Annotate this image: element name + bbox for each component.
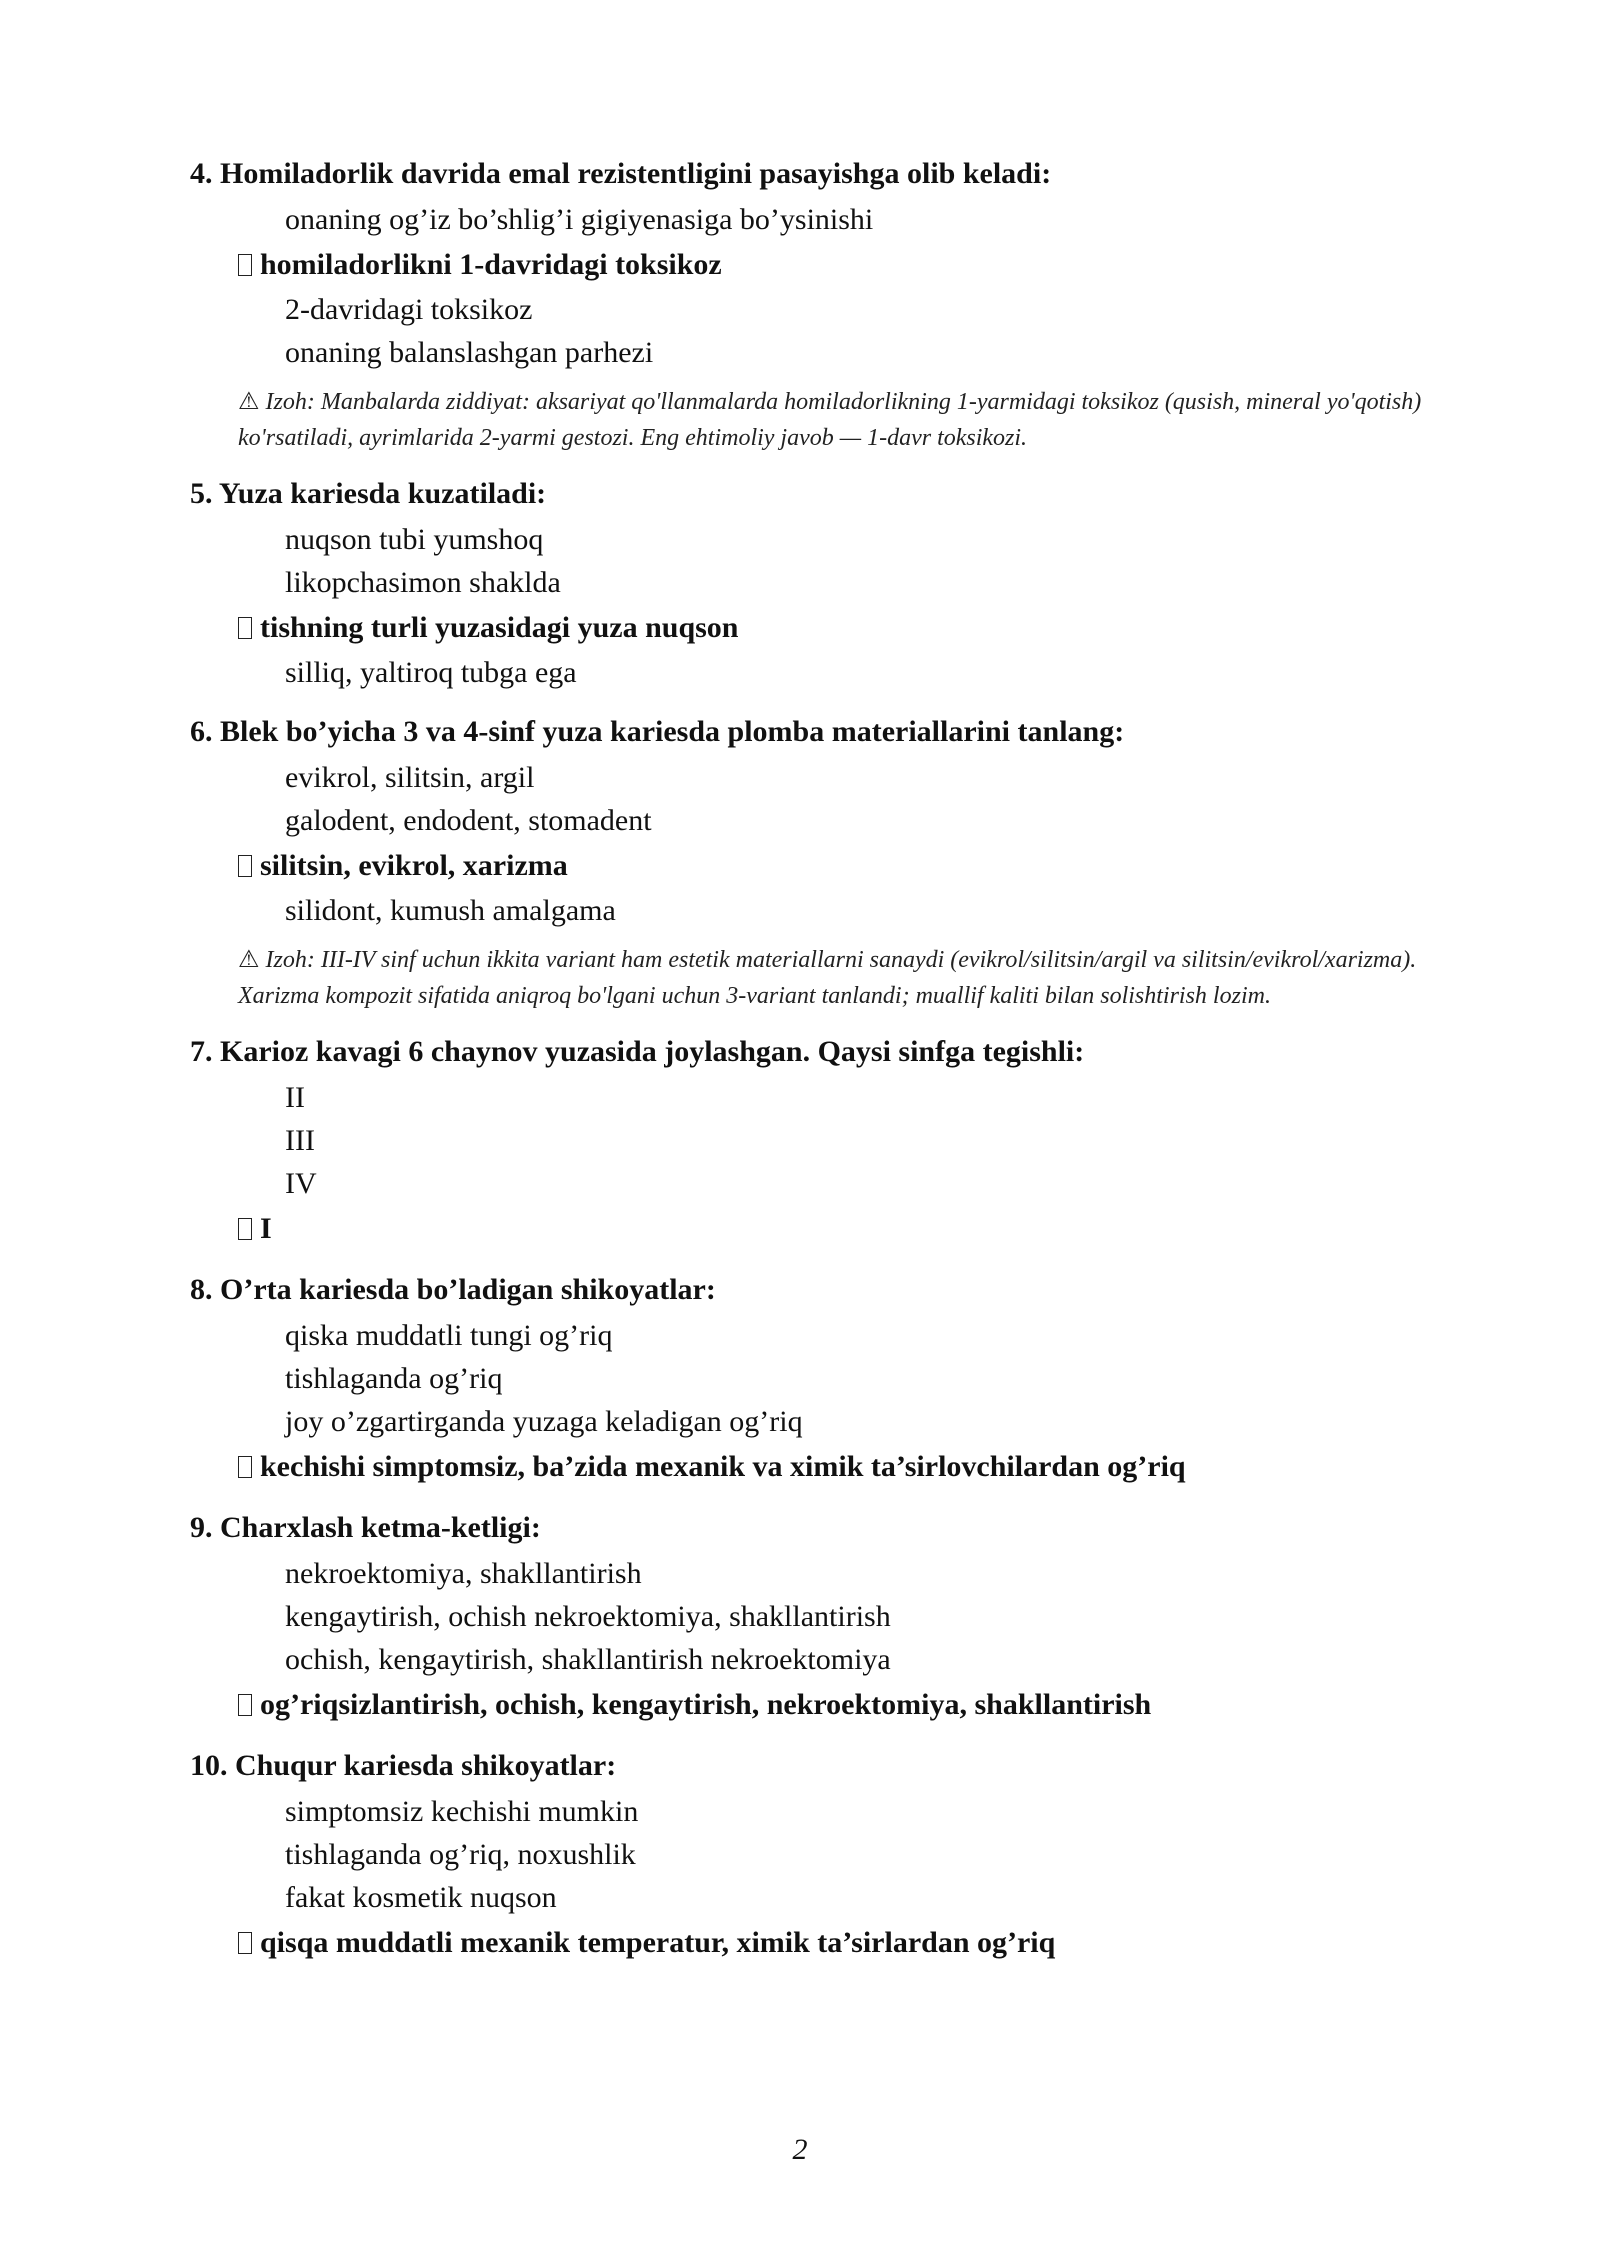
question-block [190, 1266, 1490, 1490]
question-block [190, 708, 1490, 1014]
option-text: nekroektomiya, shakllantirish [285, 1557, 642, 1590]
checkbox-icon [238, 1694, 252, 1716]
correct-answer-option [190, 604, 1490, 651]
answer-option [190, 1162, 1490, 1205]
correct-answer-option [190, 1443, 1490, 1490]
answer-option [190, 518, 1490, 561]
answer-option [190, 1314, 1490, 1357]
checkbox-icon [238, 1456, 252, 1478]
answer-option [190, 1833, 1490, 1876]
warning-icon: ⚠ [238, 947, 260, 973]
answer-option [190, 1076, 1490, 1119]
question-title: 7. Karioz kavagi 6 chaynov yuzasida joylashgan. Qaysi sinfga tegishli: [190, 1035, 1085, 1068]
option-text: onaning balanslashgan parhezi [285, 336, 654, 369]
correct-answer-option [190, 1919, 1490, 1966]
correct-answer-option [190, 842, 1490, 889]
question-title: 5. Yuza kariesda kuzatiladi: [190, 477, 547, 510]
question-list [190, 150, 1490, 1980]
question-title: 6. Blek bo’yicha 3 va 4-sinf yuza kariesda plomba materiallarini tanlang: [190, 715, 1125, 748]
warning-icon: ⚠ [238, 389, 260, 415]
answer-option [190, 561, 1490, 604]
option-text: simptomsiz kechishi mumkin [285, 1795, 639, 1828]
option-text: 2-davridagi toksikoz [285, 293, 533, 326]
answer-option [190, 1552, 1490, 1595]
option-text: II [285, 1081, 305, 1114]
option-text: IV [285, 1167, 317, 1200]
answer-option [190, 651, 1490, 694]
option-text: qisqa muddatli mexanik temperatur, ximik ta’sirlardan og’riq [260, 1926, 1056, 1959]
option-text: qiska muddatli tungi og’riq [285, 1319, 613, 1352]
answer-option [190, 889, 1490, 932]
question-title: 4. Homiladorlik davrida emal rezistentligini pasayishga olib keladi: [190, 157, 1052, 190]
note-text: Izoh: III-IV sinf uchun ikkita variant ham estetik materiallarni sanaydi (evikrol/silitsin/argil va silitsin/evikrol/xarizma). Xarizma kompozit sifatida aniqroq bo'lgani uchun 3-variant tanlandi; muallif kaliti bilan solishtirish lozim. [238, 947, 1417, 1009]
option-text: tishning turli yuzasidagi yuza nuqson [260, 611, 739, 644]
option-text: fakat kosmetik nuqson [285, 1881, 557, 1914]
option-text: tishlaganda og’riq, noxushlik [285, 1838, 636, 1871]
option-text: tishlaganda og’riq [285, 1362, 503, 1395]
explanation-note [190, 384, 1490, 456]
option-text: kengaytirish, ochish nekroektomiya, shakllantirish [285, 1600, 891, 1633]
option-text: evikrol, silitsin, argil [285, 761, 535, 794]
question-block [190, 1028, 1490, 1252]
checkbox-icon [238, 1218, 252, 1240]
question-block [190, 150, 1490, 456]
answer-option [190, 1357, 1490, 1400]
option-text: ochish, kengaytirish, shakllantirish nekroektomiya [285, 1643, 891, 1676]
answer-option [190, 1119, 1490, 1162]
option-text: I [260, 1212, 272, 1245]
option-text: III [285, 1124, 315, 1157]
option-text: silitsin, evikrol, xarizma [260, 849, 568, 882]
checkbox-icon [238, 1932, 252, 1954]
checkbox-icon [238, 617, 252, 639]
checkbox-icon [238, 254, 252, 276]
correct-answer-option [190, 1681, 1490, 1728]
answer-option [190, 331, 1490, 374]
option-text: galodent, endodent, stomadent [285, 804, 652, 837]
answer-option [190, 1638, 1490, 1681]
question-block [190, 470, 1490, 694]
explanation-note [190, 942, 1490, 1014]
question-title: 10. Chuqur kariesda shikoyatlar: [190, 1749, 617, 1782]
answer-option [190, 1595, 1490, 1638]
option-text: nuqson tubi yumshoq [285, 523, 544, 556]
option-text: og’riqsizlantirish, ochish, kengaytirish, nekroektomiya, shakllantirish [260, 1688, 1152, 1721]
correct-answer-option [190, 241, 1490, 288]
option-text: kechishi simptomsiz, ba’zida mexanik va ximik ta’sirlovchilardan og’riq [260, 1450, 1186, 1483]
answer-option [190, 1400, 1490, 1443]
answer-option [190, 756, 1490, 799]
answer-option [190, 288, 1490, 331]
checkbox-icon [238, 855, 252, 877]
correct-answer-option [190, 1205, 1490, 1252]
answer-option [190, 1876, 1490, 1919]
option-text: onaning og’iz bo’shlig’i gigiyenasiga bo’ysinishi [285, 203, 874, 236]
answer-option [190, 198, 1490, 241]
question-block [190, 1742, 1490, 1966]
answer-option [190, 799, 1490, 842]
option-text: likopchasimon shaklda [285, 566, 561, 599]
question-title: 8. O’rta kariesda bo’ladigan shikoyatlar: [190, 1273, 716, 1306]
option-text: joy o’zgartirganda yuzaga keladigan og’riq [285, 1405, 803, 1438]
option-text: silidont, kumush amalgama [285, 894, 616, 927]
page-number: 2 [792, 2133, 808, 2166]
note-text: Izoh: Manbalarda ziddiyat: aksariyat qo'llanmalarda homiladorlikning 1-yarmidagi toksikoz (qusish, mineral yo'qotish) ko'rsatiladi, ayrimlarida 2-yarmi gestozi. Eng ehtimoliy javob — 1-davr toksikozi. [238, 389, 1422, 451]
option-text: homiladorlikni 1-davridagi toksikoz [260, 248, 722, 281]
question-title: 9. Charxlash ketma-ketligi: [190, 1511, 541, 1544]
answer-option [190, 1790, 1490, 1833]
question-block [190, 1504, 1490, 1728]
option-text: silliq, yaltiroq tubga ega [285, 656, 577, 689]
